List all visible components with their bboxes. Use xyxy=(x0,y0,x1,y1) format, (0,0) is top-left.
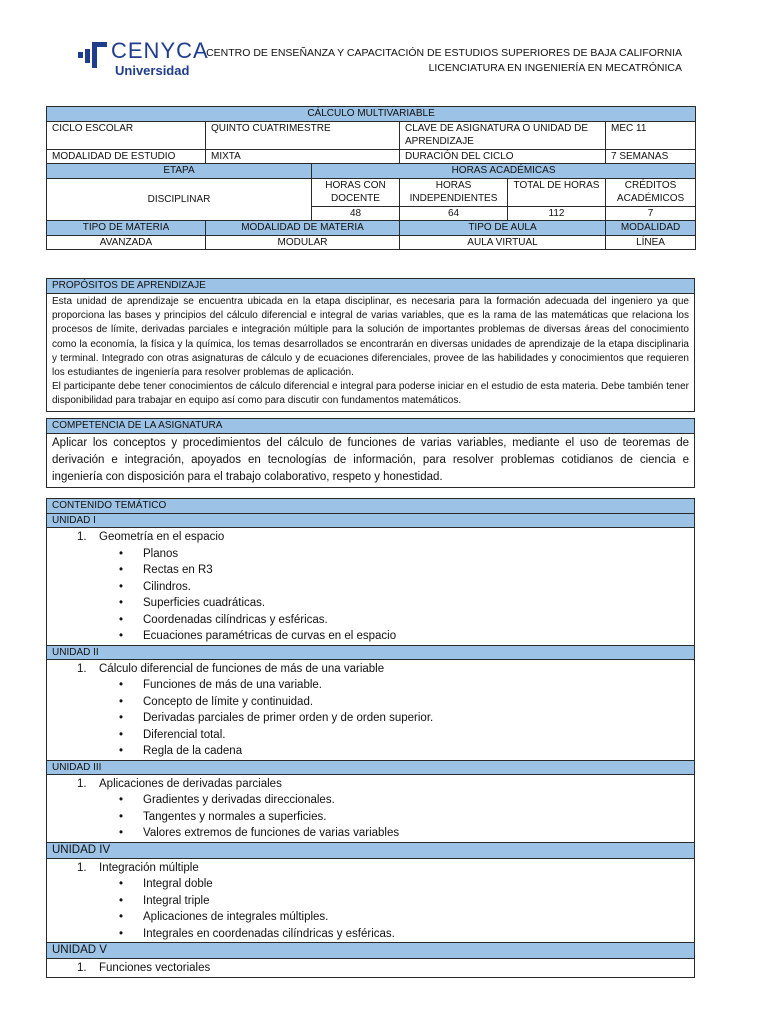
modalidad-label: MODALIDAD xyxy=(606,221,696,236)
modalidad-materia-value: MODULAR xyxy=(206,235,400,250)
unit-body xyxy=(47,858,694,943)
competencia-text: Aplicar los conceptos y procedimientos del cálculo de funciones de varias variables, mediante el uso de teoremas de derivación e integración, apoyados en tecnologías de información, para resolver problemas cotidianos de ciencia e ingeniería con disposición para el trabajo colaborativo, respeto y honestidad. xyxy=(52,437,689,483)
competencia-section xyxy=(46,418,695,488)
list-item-text: Integral doble xyxy=(143,878,213,890)
bullet-icon: • xyxy=(119,927,124,940)
list-item xyxy=(47,727,694,744)
list-item xyxy=(47,809,694,826)
list-item xyxy=(47,694,694,711)
list-item-text: Gradientes y derivadas direccionales. xyxy=(143,794,335,806)
cenyca-logo-mark-icon xyxy=(78,40,108,70)
list-item xyxy=(47,677,694,694)
topic-number: 1. xyxy=(77,962,87,974)
bullet-icon: • xyxy=(119,745,124,757)
list-item xyxy=(47,710,694,727)
list-item xyxy=(47,743,694,760)
propositos-paragraph-1: Esta unidad de aprendizaje se encuentra ubicada en la etapa disciplinar, es necesaria para la formación adecuada del ingeniero ya que proporciona las bases y principios del cálculo diferencial e integral de varias variables, que es la rama de las matemáticas que relaciona los procesos de límite, derivadas parciales e integración múltiple para la solución de importantes problemas de diversas áreas del conocimiento como la economía, la física y la química, los temas desarrollados se encontrarán en diversas unidades de aprendizaje de la etapa disciplinaria y terminal. Integrado con otras asignaturas de cálculo y de ecuaciones diferenciales, provee de las habilidades y conocimientos que requieren los estudiantes de ingeniería para resolver problemas de aplicación. xyxy=(52,296,689,379)
horas-docente-value: 48 xyxy=(312,206,400,221)
list-item-text: Regla de la cadena xyxy=(143,745,243,757)
table-row xyxy=(47,149,696,164)
topic-title: Cálculo diferencial de funciones de más de una variable xyxy=(99,662,385,675)
list-item xyxy=(47,926,694,943)
unit-header: UNIDAD IV xyxy=(47,842,694,858)
list-item-text: Concepto de límite y continuidad. xyxy=(143,695,314,708)
etapa-label: ETAPA xyxy=(47,164,312,179)
list-item-text: Superficies cuadráticas. xyxy=(143,597,266,609)
modalidad-value: LÍNEA xyxy=(606,235,696,250)
bullet-icon: • xyxy=(119,894,124,907)
list-item xyxy=(47,628,694,645)
bullet-icon: • xyxy=(119,794,124,806)
ciclo-value: QUINTO CUATRIMESTRE xyxy=(206,121,400,149)
list-item-text: Valores extremos de funciones de varias variables xyxy=(143,827,400,839)
list-item-text: Derivadas parciales de primer orden y de orden superior. xyxy=(143,712,434,724)
course-title: CÁLCULO MULTIVARIABLE xyxy=(47,107,696,122)
unit-body xyxy=(47,958,694,977)
bullet-icon: • xyxy=(119,564,124,576)
propositos-section xyxy=(46,278,695,412)
unit-topic xyxy=(47,529,694,546)
table-row xyxy=(47,107,696,122)
list-item xyxy=(47,562,694,579)
creditos-label: CRÉDITOS ACADÉMICOS xyxy=(606,178,696,206)
bullet-icon: • xyxy=(119,679,124,691)
topic-number: 1. xyxy=(77,861,87,874)
bullet-icon: • xyxy=(119,630,124,642)
document-header xyxy=(0,0,768,100)
list-item-text: Ecuaciones paramétricas de curvas en el espacio xyxy=(143,630,397,642)
table-row xyxy=(47,164,696,179)
list-item xyxy=(47,909,694,926)
topic-title: Integración múltiple xyxy=(99,861,199,874)
list-item-text: Aplicaciones de integrales múltiples. xyxy=(143,911,329,923)
bullet-icon: • xyxy=(119,547,124,560)
contenido-section xyxy=(46,498,695,978)
list-item xyxy=(47,893,694,910)
total-value: 112 xyxy=(508,206,606,221)
unit-body xyxy=(47,527,694,645)
bullet-icon: • xyxy=(119,911,124,923)
horas-indep-value: 64 xyxy=(400,206,508,221)
contenido-title: CONTENIDO TEMÁTICO xyxy=(47,499,694,514)
list-item-text: Integral triple xyxy=(143,894,210,907)
units-container xyxy=(47,514,694,977)
unit-topic xyxy=(47,860,694,877)
list-item-text: Rectas en R3 xyxy=(143,564,213,576)
bullet-icon: • xyxy=(119,580,124,593)
bullet-icon: • xyxy=(119,878,124,890)
ciclo-label: CICLO ESCOLAR xyxy=(47,121,206,149)
tipo-materia-value: AVANZADA xyxy=(47,235,206,250)
unit-header: UNIDAD V xyxy=(47,942,694,958)
bullet-icon: • xyxy=(119,613,124,626)
unit-header: UNIDAD III xyxy=(47,760,694,774)
table-row xyxy=(47,121,696,149)
list-item xyxy=(47,595,694,612)
clave-label: CLAVE DE ASIGNATURA O UNIDAD DE APRENDIZAJE xyxy=(400,121,606,149)
bullet-icon: • xyxy=(119,810,124,823)
table-row xyxy=(47,235,696,250)
institution-heading xyxy=(206,46,682,76)
topic-number: 1. xyxy=(77,531,87,543)
horas-indep-label: HORAS INDEPENDIENTES xyxy=(400,178,508,206)
list-item-text: Coordenadas cilíndricas y esféricas. xyxy=(143,613,328,626)
list-item xyxy=(47,876,694,893)
list-item-text: Integrales en coordenadas cilíndricas y esféricas. xyxy=(143,927,395,940)
list-item xyxy=(47,612,694,629)
list-item-text: Planos xyxy=(143,547,179,560)
list-item xyxy=(47,825,694,842)
tipo-aula-value: AULA VIRTUAL xyxy=(400,235,606,250)
list-item-text: Funciones de más de una variable. xyxy=(143,679,322,691)
modalidad-estudio-value: MIXTA xyxy=(206,149,400,164)
unit-topic xyxy=(47,661,694,678)
topic-number: 1. xyxy=(77,777,87,790)
topic-title: Aplicaciones de derivadas parciales xyxy=(99,777,282,790)
list-item-text: Diferencial total. xyxy=(143,728,226,741)
unit-body xyxy=(47,774,694,842)
program-name: LICENCIATURA EN INGENIERÍA EN MECATRÓNICA xyxy=(428,62,682,74)
unit-header: UNIDAD II xyxy=(47,645,694,659)
unit-body xyxy=(47,659,694,760)
unit-header: UNIDAD I xyxy=(47,514,694,527)
propositos-title: PROPÓSITOS DE APRENDIZAJE xyxy=(47,279,694,294)
competencia-title: COMPETENCIA DE LA ASIGNATURA xyxy=(47,419,694,434)
horas-label: HORAS ACADÉMICAS xyxy=(312,164,696,179)
tipo-materia-label: TIPO DE MATERIA xyxy=(47,221,206,236)
list-item-text: Cilindros. xyxy=(143,580,191,593)
clave-value: MEC 11 xyxy=(606,121,696,149)
table-row xyxy=(47,221,696,236)
total-label: TOTAL DE HORAS xyxy=(508,178,606,206)
logo-sub-text: Universidad xyxy=(115,63,190,78)
propositos-paragraph-2: El participante debe tener conocimientos de cálculo diferencial e integral para poderse iniciar en el estudio de esta materia. Debe también tener disponibilidad para trabajar en equipo así como para discutir con fundamentos matemáticos. xyxy=(52,381,689,407)
propositos-body xyxy=(47,294,694,411)
bullet-icon: • xyxy=(119,827,124,839)
course-info-table xyxy=(46,106,696,250)
cenyca-logo xyxy=(78,38,208,82)
topic-title: Funciones vectoriales xyxy=(99,962,211,974)
horas-docente-label: HORAS CON DOCENTE xyxy=(312,178,400,206)
topic-title: Geometría en el espacio xyxy=(99,531,225,543)
list-item xyxy=(47,792,694,809)
list-item-text: Tangentes y normales a superficies. xyxy=(143,810,327,823)
modalidad-estudio-label: MODALIDAD DE ESTUDIO xyxy=(47,149,206,164)
bullet-icon: • xyxy=(119,712,124,724)
logo-brand-text: CENYCA xyxy=(111,38,209,63)
topic-number: 1. xyxy=(77,662,87,675)
etapa-value: DISCIPLINAR xyxy=(47,178,312,221)
list-item xyxy=(47,546,694,563)
tipo-aula-label: TIPO DE AULA xyxy=(400,221,606,236)
creditos-value: 7 xyxy=(606,206,696,221)
institution-name: CENTRO DE ENSEÑANZA Y CAPACITACIÓN DE ESTUDIOS SUPERIORES DE BAJA CALIFORNIA xyxy=(206,47,682,59)
bullet-icon: • xyxy=(119,597,124,609)
unit-topic xyxy=(47,776,694,793)
table-row xyxy=(47,178,696,206)
duracion-value: 7 SEMANAS xyxy=(606,149,696,164)
duracion-label: DURACIÓN DEL CICLO xyxy=(400,149,606,164)
bullet-icon: • xyxy=(119,728,124,741)
modalidad-materia-label: MODALIDAD DE MATERIA xyxy=(206,221,400,236)
list-item xyxy=(47,579,694,596)
bullet-icon: • xyxy=(119,695,124,708)
unit-topic xyxy=(47,960,694,977)
